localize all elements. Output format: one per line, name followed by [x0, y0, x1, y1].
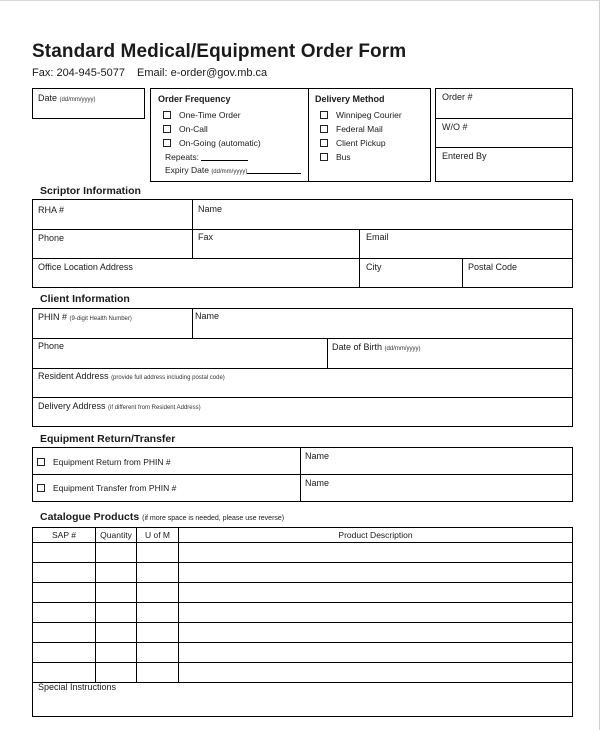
equipment-return-checkbox[interactable]	[37, 458, 45, 466]
rha-field-label: RHA #	[38, 205, 65, 215]
date-field[interactable]	[32, 88, 145, 119]
divider	[308, 89, 309, 181]
scriptor-section-heading: Scriptor Information	[40, 185, 141, 197]
equipment-transfer-checkbox[interactable]	[37, 484, 45, 492]
dob-hint: (dd/mm/yyyy)	[384, 346, 421, 352]
order-number-label: Order #	[442, 92, 473, 102]
scriptor-info-table	[32, 199, 573, 288]
client-pickup-checkbox[interactable]	[320, 139, 328, 147]
federal-mail-option[interactable]: Federal Mail	[320, 124, 383, 134]
equipment-section-heading: Equipment Return/Transfer	[40, 433, 176, 445]
delivery-method-heading: Delivery Method	[315, 94, 385, 104]
description-column-header: Product Description	[179, 528, 573, 543]
order-delivery-box	[150, 88, 431, 182]
catalogue-note: (if more space is needed, please use reverse)	[142, 515, 285, 522]
phin-label: PHIN #	[38, 312, 68, 322]
equipment-transfer-option[interactable]: Equipment Transfer from PHIN #	[37, 483, 176, 493]
delivery-address-label: Delivery Address	[38, 401, 106, 411]
winnipeg-courier-option[interactable]: Winnipeg Courier	[320, 110, 402, 120]
client-info-table	[32, 308, 573, 427]
transfer-name-label: Name	[305, 478, 330, 488]
scriptor-phone-label: Phone	[38, 233, 65, 243]
bus-option[interactable]: Bus	[320, 152, 351, 162]
office-use-box	[435, 88, 573, 182]
scriptor-name-label: Name	[198, 204, 223, 214]
office-location-label: Office Location Address	[38, 262, 133, 272]
dob-label: Date of Birth	[332, 342, 383, 352]
email-address: Email: e-order@gov.mb.ca	[137, 67, 268, 79]
work-order-label: W/O #	[442, 122, 468, 132]
table-row[interactable]	[33, 583, 573, 603]
resident-address-label: Resident Address	[38, 371, 109, 381]
client-name-label: Name	[195, 311, 220, 321]
expiry-date-input-line[interactable]	[247, 173, 301, 174]
return-name-label: Name	[305, 451, 330, 461]
table-row[interactable]	[33, 543, 573, 563]
resident-address-hint: (provide full address including postal code)	[111, 375, 225, 381]
scriptor-email-label: Email	[366, 232, 389, 242]
bus-checkbox[interactable]	[320, 153, 328, 161]
expiry-date-label: Expiry Date	[165, 165, 209, 175]
special-instructions-field[interactable]	[32, 677, 573, 717]
equipment-table	[32, 447, 573, 502]
catalogue-header-row	[33, 528, 573, 543]
scriptor-fax-label: Fax	[198, 232, 214, 242]
on-call-checkbox[interactable]	[163, 125, 171, 133]
expiry-date-hint: (dd/mm/yyyy)	[211, 169, 248, 175]
order-frequency-heading: Order Frequency	[158, 94, 231, 104]
federal-mail-checkbox[interactable]	[320, 125, 328, 133]
special-instructions-label: Special Instructions	[38, 682, 117, 692]
table-row[interactable]	[33, 563, 573, 583]
quantity-column-header: Quantity	[96, 528, 137, 543]
one-time-order-option[interactable]: One-Time Order	[163, 110, 241, 120]
postal-code-label: Postal Code	[468, 262, 518, 272]
repeats-input-line[interactable]	[201, 160, 248, 161]
form-title: Standard Medical/Equipment Order Form	[32, 41, 407, 62]
table-row[interactable]	[33, 603, 573, 623]
catalogue-table	[32, 527, 573, 683]
winnipeg-courier-checkbox[interactable]	[320, 111, 328, 119]
on-going-option[interactable]: On-Going (automatic)	[163, 138, 261, 148]
table-row[interactable]	[33, 643, 573, 663]
date-hint: (dd/mm/yyyy)	[59, 97, 96, 103]
client-pickup-option[interactable]: Client Pickup	[320, 138, 386, 148]
catalogue-section-heading: Catalogue Products	[40, 511, 140, 523]
client-section-heading: Client Information	[40, 293, 130, 305]
uom-column-header: U of M	[137, 528, 179, 543]
on-call-option[interactable]: On-Call	[163, 124, 208, 134]
date-label: Date	[38, 93, 58, 103]
phin-hint: (9-digit Health Number)	[69, 316, 132, 322]
client-phone-label: Phone	[38, 341, 65, 351]
city-label: City	[366, 262, 382, 272]
equipment-return-option[interactable]: Equipment Return from PHIN #	[37, 457, 171, 467]
fax-number: Fax: 204-945-5077	[32, 67, 125, 79]
on-going-checkbox[interactable]	[163, 139, 171, 147]
entered-by-label: Entered By	[442, 151, 487, 161]
sap-column-header: SAP #	[33, 528, 96, 543]
table-row[interactable]	[33, 623, 573, 643]
repeats-label: Repeats:	[165, 152, 200, 162]
delivery-address-hint: (if different from Resident Address)	[108, 405, 201, 411]
one-time-order-checkbox[interactable]	[163, 111, 171, 119]
